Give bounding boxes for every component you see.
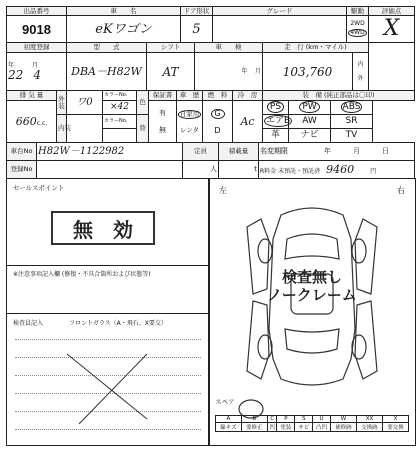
equip-leather: 革 [263,129,289,143]
insp-month: 月 [254,67,261,75]
nc-month: 月 [353,147,360,155]
person-label: 人 [183,161,219,179]
insp-year: 年 [241,67,248,75]
legend-code: A [216,416,242,423]
name-change-label: 名変期限 [260,147,288,155]
color-no-2 [103,129,137,143]
car-type-label: 車 歴 [177,91,203,101]
registration-row [6,42,415,91]
color-no-label: カラーNo. [103,91,137,101]
outer-label: 外 [357,74,364,82]
inner-label: 内 [357,60,364,68]
interior-value [67,115,103,143]
legend-code: P [277,416,295,423]
lot-label: 出品番号 [7,7,67,16]
equip-tv: TV [331,129,373,143]
spare-label: スペア [215,398,235,406]
legend-code: C [267,416,277,423]
legend-name: 要修正 [241,423,267,432]
legend-name: 線キズ [216,423,242,432]
car-type-jika: 自家用 [179,110,200,118]
change-label: 替 [137,115,149,143]
legend-name: 凹 [267,423,277,432]
fuel-g: G [211,109,225,119]
car-name: eKワゴン [95,21,152,37]
yen-label: 円 [370,168,377,175]
car-diagram-panel [208,178,416,446]
interior-label: 内装 [57,115,67,143]
fuel-d: D [214,125,221,135]
chassis-row [6,142,415,179]
capacity-label: 定員 [183,143,219,161]
grade-value [213,16,347,43]
model-label: 型 式 [67,43,147,53]
chassis-number: H82W－1122982 [38,145,125,157]
nc-year: 年 [324,147,331,155]
shift-label: シフト [147,43,195,53]
notes-label: ※注意事項記入欄 (修復・不具合箇所および状態等) [13,271,151,278]
first-reg-month: 4 [33,67,41,82]
damage-legend [215,415,409,432]
inspector-label: 検査員記入 [13,320,44,327]
no-inspection-stamp: 検査無し ノークレーム [267,268,357,304]
equip-label: 装 備 (純正部品は〇印) [263,91,415,101]
kg-label: t [219,161,259,179]
mileage: 103,760 [282,64,333,79]
color-no: ×42 [110,102,129,112]
legend-name: 要交換 [382,423,408,432]
warranty-ari: 有 [159,108,166,117]
doors: 5 [192,21,201,37]
legend-code: X [382,416,408,423]
warranty-nashi: 無 [159,125,166,134]
inspection-label: 車 検 [195,43,263,53]
legend-code: S [295,416,313,423]
drive-4wd: 4WD [348,29,367,37]
model-code: DBA－H82W [71,65,142,78]
auction-sheet [6,6,414,444]
left-panel [6,178,210,446]
color-no-label-2: カラーNo. [103,115,137,129]
chassis-label: 車台No [7,143,37,161]
color-label: 色 [137,91,149,115]
score-label: 評価点 [369,7,415,16]
cc-label: c.c. [36,120,48,127]
glass-label: フロントガラス（A・飛石、X要交） [69,320,167,327]
invalid-stamp: 無 効 [51,211,155,245]
legend-name: 補修跡 [330,423,356,432]
equip-airbag: エアB [266,116,291,126]
shift: AT [162,64,179,79]
equip-sr: SR [331,115,373,129]
legend-name: 交換跡 [356,423,382,432]
displacement-label: 排 気 量 [7,91,57,101]
legend-code: U [313,416,331,423]
exterior-color: ワ0 [76,96,93,108]
equip-aw: AW [289,115,331,129]
warranty-label: 保証書 [149,91,177,101]
car-name-label: 車 名 [67,7,181,16]
legend-name: サビ [295,423,313,432]
drive-2wd: 2WD [350,20,365,27]
legend-code: XX [356,416,382,423]
year-label: 年 [8,61,15,69]
cross-out-mark [7,179,209,445]
left-label: 左 [219,186,227,195]
ac-label: 冷 房 [233,91,263,101]
month-label: 月 [32,61,39,69]
equip-navi: ナビ [289,129,331,143]
legend-code: B [241,416,267,423]
legend-code: W [330,416,356,423]
mileage-label: 走 行 (km・マイル) [263,43,369,53]
lot-number: 9018 [22,21,51,37]
doors-label: ドア形状 [181,7,213,16]
load-label: 積載量 [219,143,259,161]
drive-label: 駆動 [347,7,369,16]
right-label: 右 [397,186,405,195]
score-mark: X [383,16,400,41]
header-row [6,6,415,43]
reg-no-label: 登録No [7,161,37,179]
recycle-label: R料金 未預託・預託済 [260,168,321,175]
first-reg-year: 22 [8,67,24,82]
car-type-rental: レンタ [179,125,200,134]
equip-ps: PS [267,101,284,113]
grade-label: グレード [213,7,347,16]
fuel-label: 燃 料 [203,91,233,101]
displacement: 660 [15,115,37,128]
sales-point-label: セールスポイント [13,184,65,192]
nc-day: 日 [382,147,389,155]
score-cell [369,43,415,91]
recycle-fee: 9460 [326,163,355,176]
legend-name: 凸凹 [313,423,331,432]
first-reg-label: 初度登録 [7,43,67,53]
ac-value: Ac [240,115,255,128]
spec-row [6,90,415,143]
equip-pw: PW [299,101,319,113]
legend-name: 塗装 [277,423,295,432]
reg-no [37,161,183,179]
equip-abs: ABS [342,102,361,112]
exterior-label: 外装 [57,91,67,115]
